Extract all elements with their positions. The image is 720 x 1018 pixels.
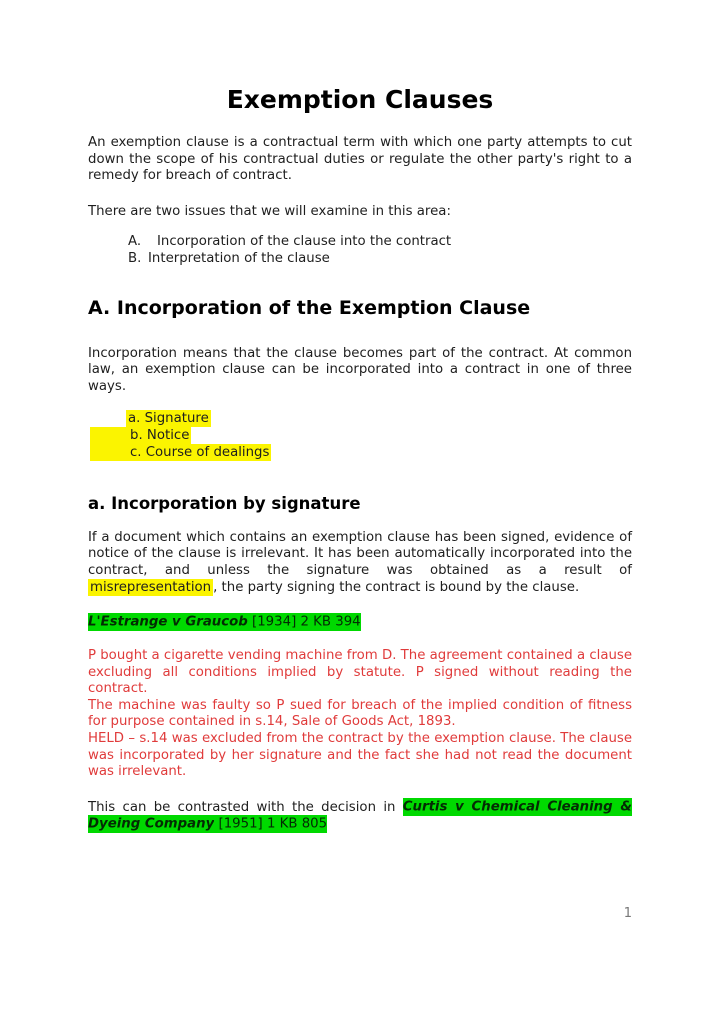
list-item [88,411,632,428]
issues-list [88,234,632,267]
issue-text-b: Interpretation of the clause [148,250,330,266]
signature-paragraph [88,530,632,596]
section-a-paragraph: Incorporation means that the clause becomes part of the contract. At common law, an exemption clause can be incorporated into a contract in one of three ways. [88,345,632,394]
page-title: Exemption Clauses [226,85,494,114]
intro-paragraph: An exemption clause is a contractual term with which one party attempts to cut down the scope of his contractual duties or regulate the other party's right to a remedy for breach of contract. [88,135,632,184]
list-item [88,445,632,462]
contrast-text: This can be contrasted with the decision in [88,799,403,815]
highlighted-way-notice: b. Notice [90,427,191,444]
signature-text-after: , the party signing the contract is bound by the clause. [213,579,580,595]
case-held-paragraph: HELD – s.14 was excluded from the contract by the exemption clause. The clause was incorporated by her signature and the fact she had not read the document was irrelevant. [88,731,632,780]
issue-label-b: B. [128,250,142,266]
case-citation-lestrange [88,613,632,631]
case-name-curtis: Curtis v Chemical Cleaning & Dyeing Company [88,799,633,832]
incorporation-ways-list [88,411,632,461]
case-reference-curtis: [1951] 1 KB 805 [214,816,328,832]
contrast-paragraph [88,800,632,833]
subsection-a-heading: a. Incorporation by signature [88,493,361,513]
case-facts-paragraph: P bought a cigarette vending machine from D. The agreement contained a clause excluding all conditions implied by statute. P signed without reading the contract. [88,648,633,697]
case-reference-lestrange: [1934] 2 KB 394 [247,614,361,630]
highlighted-way-dealings: c. Course of dealings [90,444,271,461]
issue-label-a: A. [128,234,142,250]
signature-text-before: If a document which contains an exemption clause has been signed, evidence of notice of the clause is irrelevant. It has been automatically incorporated into the contract, and unless the signature was obtained as a result of [88,529,632,578]
issue-text-a: Incorporation of the clause into the contract [157,234,452,250]
list-item [88,428,632,445]
highlighted-way-signature: a. Signature [128,411,209,427]
list-item [88,251,632,268]
case-facts-paragraph: The machine was faulty so P sued for breach of the implied condition of fitness for purpose contained in s.14, Sale of Goods Act, 1893. [88,697,632,730]
page-number: 1 [623,906,632,921]
case-facts-block [88,648,632,781]
section-a-heading: A. Incorporation of the Exemption Clause [88,296,531,319]
issues-intro-line: There are two issues that we will examine in this area: [88,203,451,219]
case-name-lestrange: L'Estrange v Graucob [88,614,248,630]
list-item [88,234,632,251]
highlighted-word-misrepresentation: misrepresentation [90,579,212,595]
